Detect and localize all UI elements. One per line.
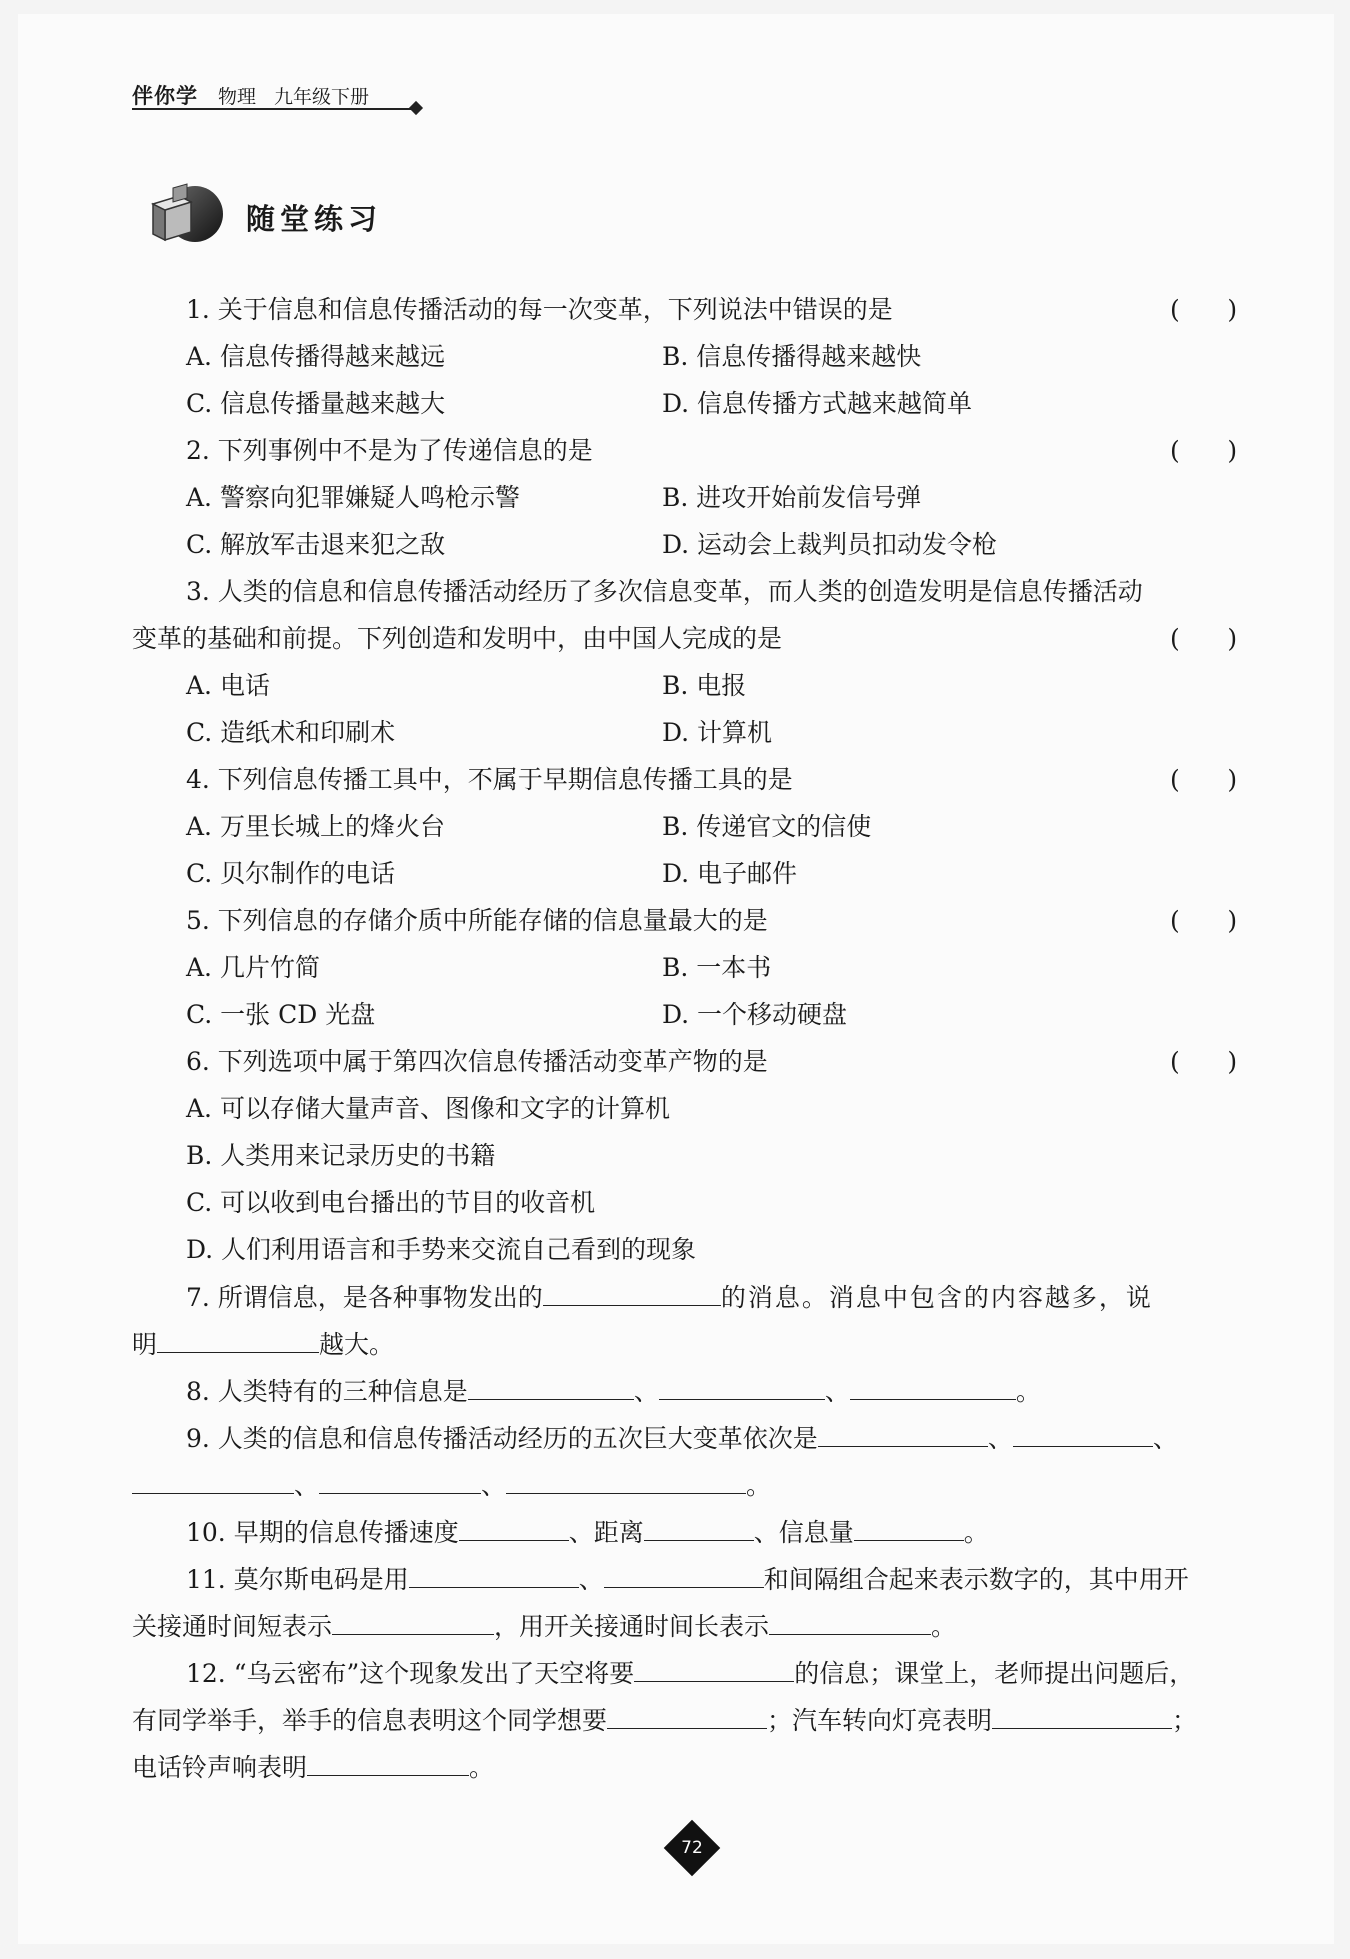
q3-option-b: B. 电报: [662, 671, 747, 700]
q6-option-b: B. 人类用来记录历史的书籍: [186, 1141, 496, 1170]
q5-option-c: C. 一张 CD 光盘: [186, 1000, 376, 1029]
q6-option-d: D. 人们利用语言和手势来交流自己看到的现象: [186, 1235, 697, 1264]
q4-option-c: C. 贝尔制作的电话: [186, 859, 396, 888]
q5-option-d: D. 一个移动硬盘: [662, 1000, 848, 1029]
q2-option-a: A. 警察向犯罪嫌疑人鸣枪示警: [186, 483, 520, 512]
separator: ；: [1172, 1706, 1198, 1735]
fill-blank[interactable]: [769, 1612, 931, 1635]
fill-blank[interactable]: [332, 1612, 494, 1635]
q12-text: 12. “乌云密布”这个现象发出了天空将要: [186, 1659, 635, 1688]
q4-option-b: B. 传递官文的信使: [662, 812, 872, 841]
q10-text: 、信息量: [753, 1518, 854, 1547]
answer-parentheses: ( ): [1170, 295, 1238, 324]
separator: 、: [578, 1565, 604, 1594]
q3-option-a: A. 电话: [186, 671, 270, 700]
q1-option-d: D. 信息传播方式越来越简单: [662, 389, 973, 418]
question-5-stem: 5. 下列信息的存储介质中所能存储的信息量最大的是: [186, 906, 768, 935]
question-12-line-1: [186, 1658, 1194, 1690]
q8-text: 8. 人类特有的三种信息是: [186, 1377, 468, 1406]
q7-text: 7. 所谓信息，是各种事物发出的: [186, 1283, 543, 1312]
section-title: 随堂练习: [246, 202, 383, 236]
fill-blank[interactable]: [132, 1471, 294, 1494]
answer-parentheses: ( ): [1170, 436, 1238, 465]
fill-blank[interactable]: [307, 1753, 469, 1776]
period: 。: [1015, 1377, 1041, 1406]
q11-text: 关接通时间短表示: [132, 1612, 333, 1641]
question-4-stem: 4. 下列信息传播工具中，不属于早期信息传播工具的是: [186, 765, 793, 794]
q6-option-c: C. 可以收到电台播出的节目的收音机: [186, 1188, 596, 1217]
fill-blank[interactable]: [319, 1471, 481, 1494]
brand-logo-text: 伴你学: [132, 84, 198, 108]
question-7-line-1: [186, 1282, 1153, 1314]
q1-option-c: C. 信息传播量越来越大: [186, 389, 446, 418]
answer-parentheses: ( ): [1170, 906, 1238, 935]
question-9-line-1: [186, 1423, 1178, 1455]
fill-blank[interactable]: [992, 1706, 1172, 1729]
fill-blank[interactable]: [850, 1377, 1016, 1400]
question-3-stem: 3. 人类的信息和信息传播活动经历了多次信息变革，而人类的创造发明是信息传播活动: [186, 577, 1143, 606]
fill-blank[interactable]: [459, 1518, 569, 1541]
separator: 、: [1152, 1424, 1178, 1453]
q7-text: 越大。: [319, 1330, 395, 1359]
q12-text: 的信息；课堂上，老师提出问题后，: [794, 1659, 1195, 1688]
question-8: [186, 1376, 1041, 1408]
q11-text: ，用开关接通时间长表示: [494, 1612, 770, 1641]
fill-blank[interactable]: [506, 1471, 746, 1494]
question-11-line-1: [186, 1564, 1189, 1596]
q12-text: ；汽车转向灯亮表明: [767, 1706, 993, 1735]
q2-option-c: C. 解放军击退来犯之敌: [186, 530, 446, 559]
question-11-line-2: [132, 1611, 956, 1643]
fill-blank[interactable]: [157, 1330, 319, 1353]
fill-blank[interactable]: [634, 1659, 794, 1682]
fill-blank[interactable]: [854, 1518, 964, 1541]
q6-option-a: A. 可以存储大量声音、图像和文字的计算机: [186, 1094, 670, 1123]
page-header: [132, 80, 369, 110]
separator: 、: [824, 1377, 850, 1406]
subject-label: 物理: [218, 86, 257, 108]
q3-option-d: D. 计算机: [662, 718, 773, 747]
question-10: [186, 1517, 989, 1549]
answer-parentheses: ( ): [1170, 765, 1238, 794]
q7-text: 的消息。消息中包含的内容越多，说: [720, 1283, 1153, 1312]
separator: 、: [294, 1471, 320, 1500]
question-6-stem: 6. 下列选项中属于第四次信息传播活动变革产物的是: [186, 1047, 768, 1076]
grade-label: 九年级下册: [274, 86, 370, 108]
period: 。: [963, 1518, 989, 1547]
page-number: 72: [681, 1838, 703, 1858]
q12-text: 电话铃声响表明: [132, 1753, 308, 1782]
q11-text: 11. 莫尔斯电码是用: [186, 1565, 409, 1594]
fill-blank[interactable]: [543, 1283, 721, 1306]
separator: 、: [633, 1377, 659, 1406]
question-9-line-2: [132, 1470, 771, 1502]
q7-text: 明: [132, 1330, 158, 1359]
header-rule: [132, 108, 414, 110]
fill-blank[interactable]: [604, 1565, 764, 1588]
question-2-stem: 2. 下列事例中不是为了传递信息的是: [186, 436, 593, 465]
q4-option-a: A. 万里长城上的烽火台: [186, 812, 445, 841]
period: 。: [746, 1471, 772, 1500]
fill-blank[interactable]: [818, 1424, 988, 1447]
q2-option-b: B. 进攻开始前发信号弹: [662, 483, 922, 512]
q4-option-d: D. 电子邮件: [662, 859, 798, 888]
q10-text: 、距离: [568, 1518, 644, 1547]
q5-option-a: A. 几片竹简: [186, 953, 320, 982]
q11-text: 和间隔组合起来表示数字的，其中用开: [763, 1565, 1189, 1594]
question-1-stem: 1. 关于信息和信息传播活动的每一次变革，下列说法中错误的是: [186, 295, 893, 324]
q1-option-b: B. 信息传播得越来越快: [662, 342, 922, 371]
question-7-line-2: [132, 1329, 394, 1361]
fill-blank[interactable]: [468, 1377, 634, 1400]
separator: 、: [987, 1424, 1013, 1453]
q12-text: 有同学举手，举手的信息表明这个同学想要: [132, 1706, 608, 1735]
q1-option-a: A. 信息传播得越来越远: [186, 342, 445, 371]
fill-blank[interactable]: [644, 1518, 754, 1541]
fill-blank[interactable]: [409, 1565, 579, 1588]
answer-parentheses: ( ): [1170, 1047, 1238, 1076]
question-12-line-2: [132, 1705, 1197, 1737]
fill-blank[interactable]: [1013, 1424, 1153, 1447]
period: 。: [469, 1753, 495, 1782]
section-cube-icon: [145, 180, 237, 252]
q10-text: 10. 早期的信息传播速度: [186, 1518, 459, 1547]
q5-option-b: B. 一本书: [662, 953, 772, 982]
period: 。: [931, 1612, 957, 1641]
q2-option-d: D. 运动会上裁判员扣动发令枪: [662, 530, 998, 559]
answer-parentheses: ( ): [1170, 624, 1238, 653]
question-12-line-3: [132, 1752, 494, 1784]
separator: 、: [481, 1471, 507, 1500]
fill-blank[interactable]: [607, 1706, 767, 1729]
q9-text: 9. 人类的信息和信息传播活动经历的五次巨大变革依次是: [186, 1424, 818, 1453]
q3-option-c: C. 造纸术和印刷术: [186, 718, 396, 747]
question-3-stem-cont: 变革的基础和前提。下列创造和发明中，由中国人完成的是: [132, 624, 783, 653]
fill-blank[interactable]: [659, 1377, 825, 1400]
